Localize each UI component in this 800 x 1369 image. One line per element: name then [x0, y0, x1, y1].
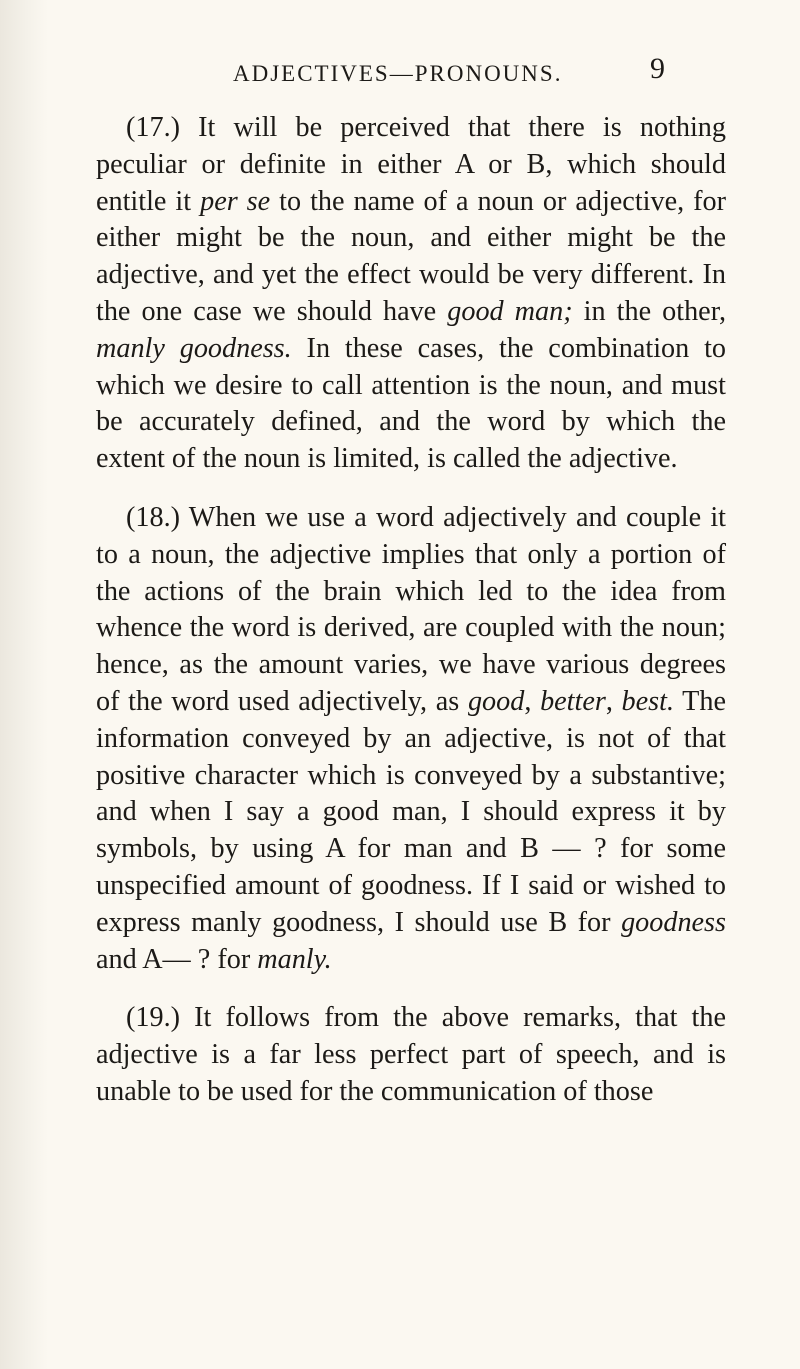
body-text [96, 110, 726, 1111]
page-number: 9 [650, 52, 665, 85]
text-run: , [524, 685, 541, 717]
italic-term-goodness: goodness [621, 906, 726, 938]
text-run: and A— ? for [96, 943, 258, 975]
paragraph-number: (18.) [126, 501, 181, 533]
italic-term-manly-goodness: manly goodness. [96, 332, 292, 364]
text-run: When we use a word adjectively and couple it to a noun, the adjective implies that only a portion of the actions of the brain which led to the idea from whence the word is derived, are coupled with the noun; hence, as the amount varies, we have various degrees of the word used adjectively, as [96, 501, 726, 717]
italic-term-good-man: good man; [447, 295, 573, 327]
paragraph-number: (19.) [126, 1002, 181, 1034]
text-run: It will be perceived that there is nothing peculiar or definite in either A or B, which should entitle it [96, 112, 726, 217]
text-run: in the other, [572, 295, 726, 327]
text-run: The information conveyed by an adjective, is not of that positive character which is conveyed by a substantive; and when I say a good man, I should express it by symbols, by using A for man and B — ? for some unspecified amount of goodness. If I said or wished to express manly goodness, I should use B for [96, 685, 726, 938]
italic-term-good: good [467, 685, 525, 717]
italic-term-better: better [540, 685, 606, 717]
paragraph-18 [96, 500, 726, 978]
text-run: , [605, 685, 622, 717]
italic-term-per-se: per se [200, 185, 271, 217]
paragraph-19 [96, 1000, 726, 1110]
text-run: to the name of a noun or adjective, for either might be the noun, and either might be the adjective, and yet the effect would be very different. In the one case we should have [96, 185, 726, 327]
text-run: In these cases, the combination to which we desire to call attention is the noun, and must be accurately defined, and the word by which the extent of the noun is limited, is called the adjective. [96, 332, 726, 475]
paragraph-17 [96, 110, 726, 478]
italic-term-manly: manly. [257, 943, 332, 975]
text-run: It follows from the above remarks, that the adjective is a far less perfect part of speech, and is unable to be used for the communication of those [96, 1002, 726, 1107]
running-head: ADJECTIVES—PRONOUNS. [233, 61, 563, 86]
paragraph-number: (17.) [126, 112, 181, 143]
italic-term-best: best. [621, 685, 674, 717]
